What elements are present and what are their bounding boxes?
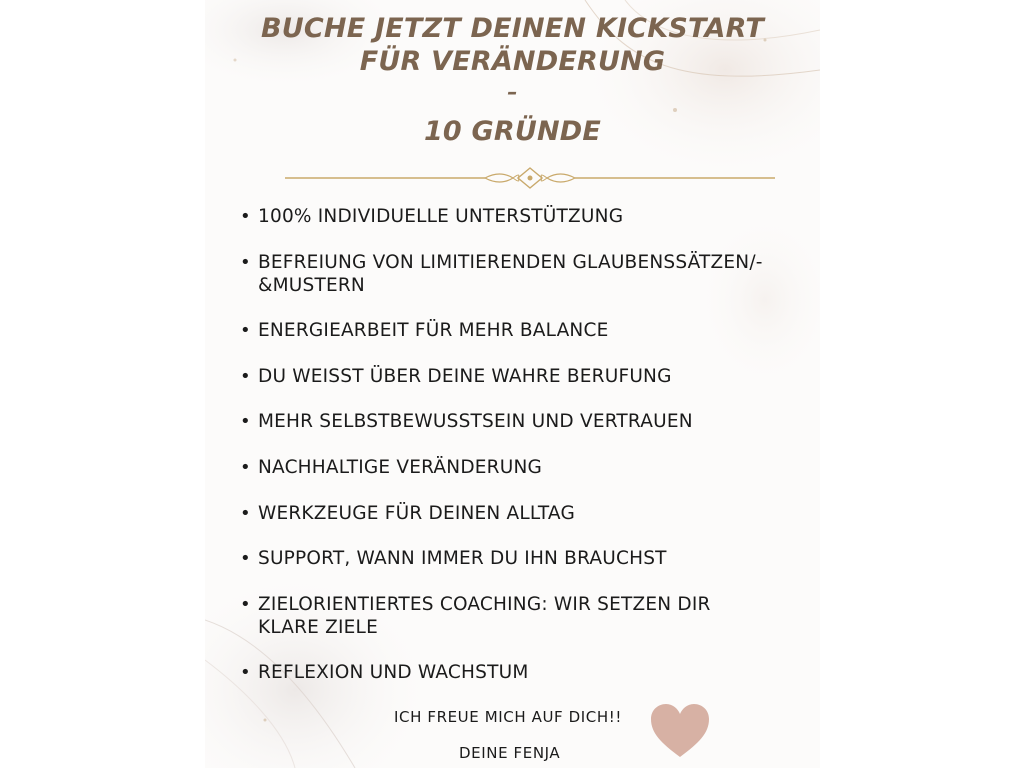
list-item-text: WERKZEUGE FÜR DEINEN ALLTAG: [258, 503, 575, 524]
list-item-text: REFLEXION UND WACHSTUM: [258, 662, 529, 683]
page-title-line-2: FÜR VERÄNDERUNG: [359, 46, 666, 77]
ornament-divider-icon: [285, 166, 775, 190]
bullet: •: [240, 548, 251, 569]
list-item: [240, 410, 808, 433]
list-item-text: ENERGIEARBEIT FÜR MEHR BALANCE: [258, 320, 609, 341]
bullet: •: [240, 252, 251, 273]
poster: [205, 0, 820, 768]
title-dash: –: [507, 80, 518, 104]
list-item-text: 100% INDIVIDUELLE UNTERSTÜTZUNG: [258, 206, 624, 227]
list-item: [240, 456, 808, 479]
list-item-text-continued: KLARE ZIELE: [258, 617, 378, 638]
bullet: •: [240, 594, 251, 615]
list-item: [240, 319, 808, 342]
bullet: •: [240, 366, 251, 387]
bullet: •: [240, 503, 251, 524]
bullet: •: [240, 411, 251, 432]
closing-message: ICH FREUE MICH AUF DICH!!: [394, 708, 622, 726]
page-title-line-1: BUCHE JETZT DEINEN KICKSTART: [261, 13, 764, 44]
bullet: •: [240, 320, 251, 341]
list-item-text: NACHHALTIGE VERÄNDERUNG: [258, 457, 543, 478]
list-item-text: BEFREIUNG VON LIMITIERENDEN GLAUBENSSÄTZEN/-: [258, 252, 763, 273]
list-item: [240, 205, 808, 228]
signature: DEINE FENJA: [459, 744, 561, 762]
list-item-text: SUPPORT, WANN IMMER DU IHN BRAUCHST: [258, 548, 667, 569]
list-item-text-continued: &MUSTERN: [258, 275, 365, 296]
heart-icon: [649, 703, 711, 759]
list-item-text: ZIELORIENTIERTES COACHING: WIR SETZEN DIR: [258, 594, 711, 615]
list-item: [240, 547, 808, 570]
list-item: [240, 365, 808, 388]
list-item-text: DU WEISST ÜBER DEINE WAHRE BERUFUNG: [258, 366, 672, 387]
list-item-text: MEHR SELBSTBEWUSSTSEIN UND VERTRAUEN: [258, 411, 693, 432]
list-item: [240, 251, 808, 297]
list-item: [240, 661, 808, 684]
bullet: •: [240, 457, 251, 478]
page-subtitle: 10 GRÜNDE: [423, 116, 602, 147]
list-item: [240, 593, 808, 639]
bullet: •: [240, 662, 251, 683]
list-item: [240, 502, 808, 525]
bullet: •: [240, 206, 251, 227]
